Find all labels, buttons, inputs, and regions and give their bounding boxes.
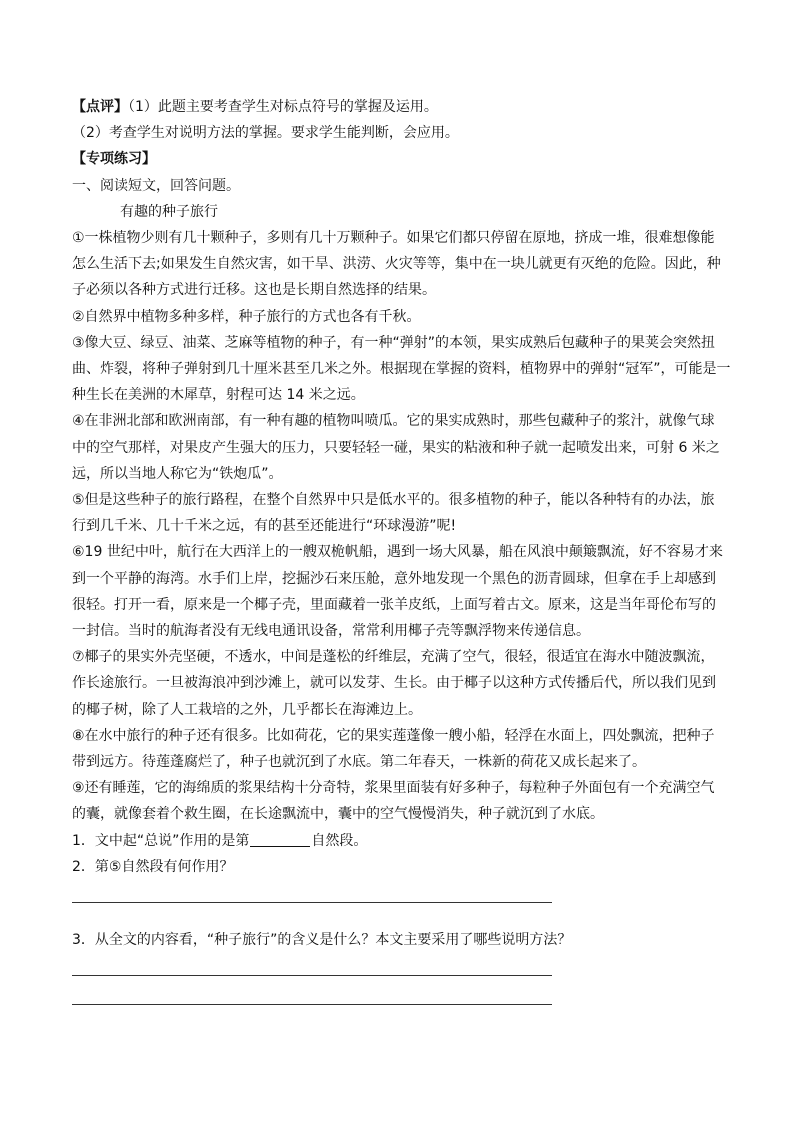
- question-1-prefix: 1．文中起“总说”作用的是第: [72, 832, 250, 849]
- practice-heading: 【专项练习】: [72, 151, 156, 168]
- passage-line: 一封信。当时的航海者没有无线电通讯设备，常常利用椰子壳等飘浮物来传递信息。: [72, 623, 590, 640]
- passage-line: 很轻。打开一看，原来是一个椰子壳，里面藏着一张羊皮纸，上面写着古文。原来，这是当年哥伦布写的: [72, 596, 716, 613]
- passage-body: [72, 225, 731, 828]
- passage-line: ⑦椰子的果实外壳坚硬，不透水，中间是蓬松的纤维层，充满了空气，很轻，很适宜在海水中随波飘流，: [72, 649, 715, 666]
- question-3: 3．从全文的内容看，“种子旅行”的含义是什么？本文主要采用了哪些说明方法？: [72, 932, 572, 949]
- passage-line: ⑤但是这些种子的旅行路程，在整个自然界中只是低水平的。很多植物的种子，能以各种特有的办法，旅: [72, 492, 715, 509]
- comment-title: 【点评】: [72, 99, 128, 115]
- passage-title: 有趣的种子旅行: [120, 203, 218, 220]
- passage-line: 的椰子树，除了人工栽培的之外，几乎都长在海滩边上。: [72, 701, 422, 718]
- document-page: [72, 94, 731, 1005]
- passage-line: 中的空气那样，对果皮产生强大的压力，只要轻轻一碰，果实的粘液和种子就一起喷发出来，可射 6 米之: [72, 439, 720, 456]
- comment-line-1: [72, 94, 722, 120]
- practice-instruction: 一、阅读短文，回答问题。: [72, 177, 240, 194]
- passage-line: ①一株植物少则有几十颗种子，多则有几十万颗种子。如果它们都只停留在原地，挤成一堆，很难想像能: [72, 230, 715, 247]
- passage-line: 的囊，就像套着个救生圈，在长途飘流中，囊中的空气慢慢消失，种子就沉到了水底。: [72, 806, 604, 823]
- passage-line: 作长途旅行。一旦被海浪冲到沙滩上，就可以发芽、生长。由于椰子以这种方式传播后代，所以我们见到: [72, 675, 716, 692]
- passage-line: ⑧在水中旅行的种子还有很多。比如荷花，它的果实莲蓬像一艘小船，轻浮在水面上，四处飘流，把种子: [72, 727, 715, 744]
- question-1-blank[interactable]: [250, 832, 310, 847]
- question-3-answer-line-2[interactable]: [72, 1004, 552, 1005]
- passage-line: 到一个平静的海湾。水手们上岸，挖掘沙石来压舱，意外地发现一个黑色的沥青圆球，但拿在手上却感到: [72, 570, 716, 587]
- passage-line: ⑥19 世纪中叶，航行在大西洋上的一艘双桅帆船，遇到一场大风暴，船在风浪中颠簸飘流，好不容易才来: [72, 544, 723, 561]
- passage-line: 种生长在美洲的木犀草，射程可达 14 米之远。: [72, 387, 365, 404]
- question-1: [72, 828, 722, 854]
- passage-line: ④在非洲北部和欧洲南部，有一种有趣的植物叫喷瓜。它的果实成熟时，那些包藏种子的浆汁，就像气球: [72, 413, 715, 430]
- comment-point-1: （1）此题主要考查学生对标点符号的掌握及运用。: [128, 99, 438, 115]
- question-1-suffix: 自然段。: [311, 832, 368, 849]
- passage-line: ⑨还有睡莲，它的海绵质的浆果结构十分奇特，浆果里面装有好多种子，每粒种子外面包有一个充满空气: [72, 780, 715, 797]
- passage-line: 子必须以各种方式进行迁移。这也是长期自然选择的结果。: [72, 282, 436, 299]
- passage-line: ③像大豆、绿豆、油菜、芝麻等植物的种子，有一种“弹射”的本领，果实成熟后包藏种子的果荚会突然扭: [72, 334, 716, 351]
- passage-line: ②自然界中植物多种多样，种子旅行的方式也各有千秋。: [72, 308, 421, 325]
- passage-line: 怎么生活下去;如果发生自然灾害，如干旱、洪涝、火灾等等，集中在一块儿就更有灭绝的危险。因此，种: [72, 256, 721, 273]
- passage-line: 曲、炸裂，将种子弹射到几十厘米甚至几米之外。根据现在掌握的资料，植物界中的弹射“冠军”，可能是一: [72, 361, 731, 378]
- passage-line: 远，所以当地人称它为“铁炮瓜”。: [72, 465, 283, 482]
- comment-point-2: （2）考查学生对说明方法的掌握。要求学生能判断，会应用。: [72, 125, 459, 142]
- passage-line: 带到远方。待莲蓬腐烂了，种子也就沉到了水底。第二年春天，一株新的荷花又成长起来了。: [72, 754, 646, 771]
- question-2: 2．第⑤自然段有何作用？: [72, 858, 234, 875]
- passage-line: 行到几千米、几十千米之远，有的甚至还能进行“环球漫游”呢!: [72, 518, 457, 535]
